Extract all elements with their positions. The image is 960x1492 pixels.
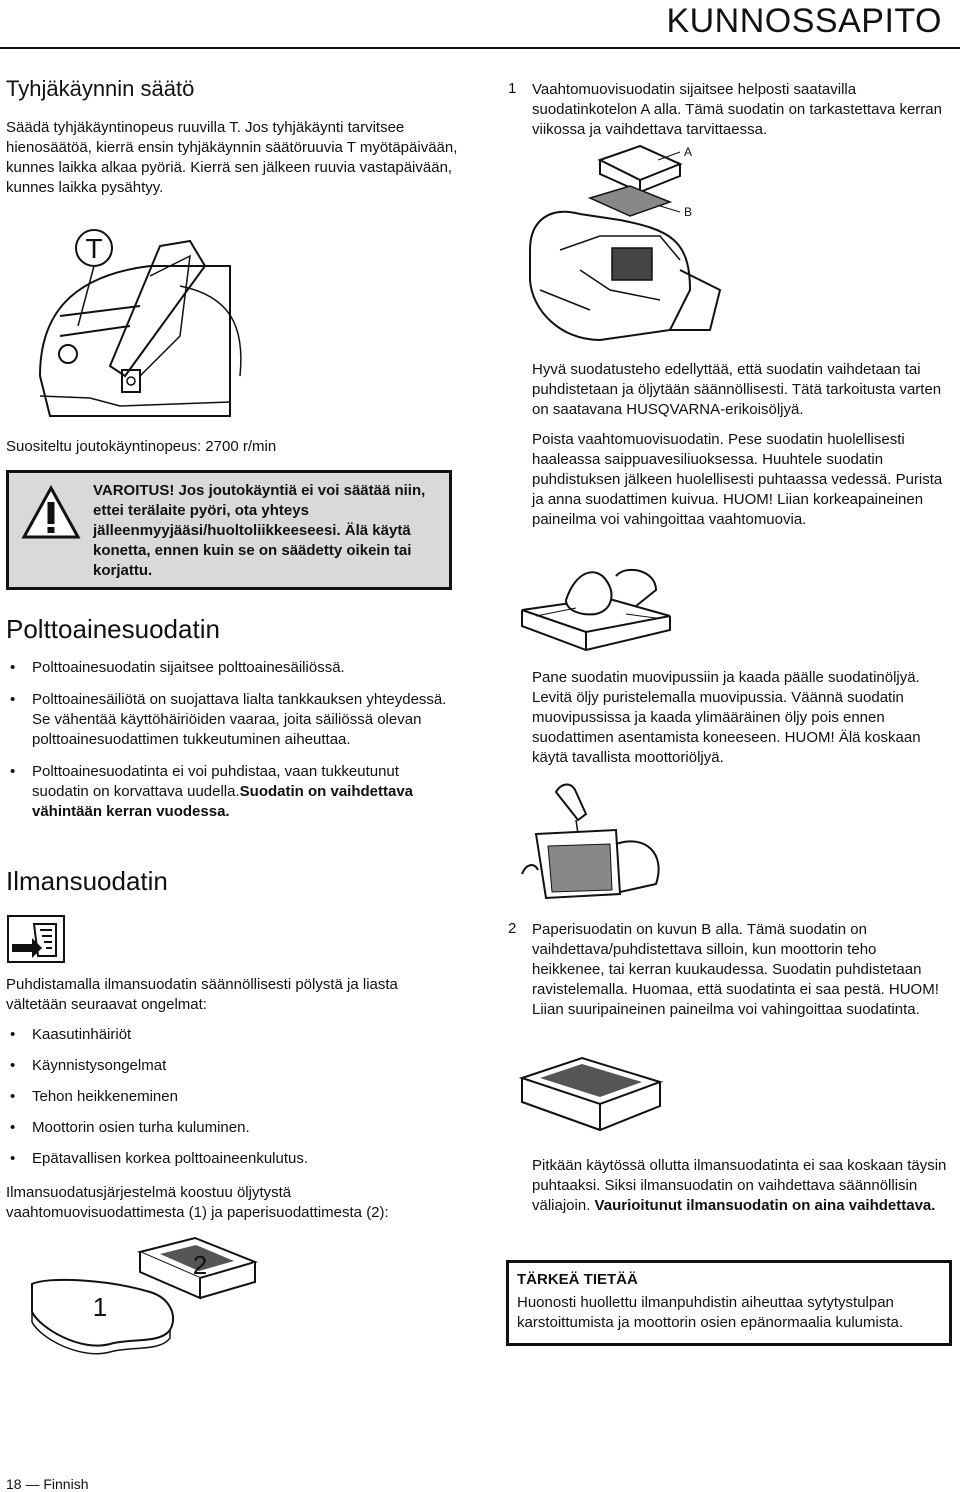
page-header-title: KUNNOSSAPITO	[666, 2, 942, 40]
footer-language: Finnish	[43, 1476, 89, 1492]
problem-item: • Moottorin osien turha kuluminen.	[6, 1118, 458, 1138]
air-filter-heading: Ilmansuodatin	[6, 866, 168, 896]
fuel-bullet-3	[6, 762, 458, 822]
item-2-number: 2	[508, 920, 517, 937]
item-2-text: Paperisuodatin on kuvun B alla. Tämä suodatin on vaihdettava/puhdistettava silloin, kun moottorin teho heikkenee, tai kerran kuukaudessa. Suodatin puhdistetaan ravistelemalla. Huomaa, että suodatinta ei saa pestä. HUOM! Liian suuripaineinen paineilma voi vahingoittaa suodatinta.	[532, 921, 939, 1018]
long-use-bold: Vaurioitunut ilmansuodatin on aina vaihdettava.	[594, 1197, 936, 1214]
fuel-bullet-2: • Polttoainesäiliötä on suojattava lialta tankkauksen yhteydessä. Se vähentää käyttöhäiriöiden vaaraa, joita säiliössä olevan polttoainesuodattimen tukkeutuminen aiheuttaa.	[6, 690, 458, 750]
filter-housing-illustration	[520, 140, 750, 350]
important-info-box	[506, 1260, 952, 1346]
page-number: 18	[6, 1476, 22, 1492]
air-filters-illustration	[20, 1232, 270, 1362]
oil-bag-paragraph: Pane suodatin muovipussiin ja kaada päälle suodatinöljyä. Levitä öljy puristelemalla muovipussia. Väännä suodatin muovipussissa ja kaada ylimääräinen öljy pois ennen suodattimen asentamista koneeseen. HUOM! Älä koskaan käytä tavallista moottoriöljyä.	[532, 669, 921, 766]
fuel-bullet-3-bold: Suodatin on vaihdettava vähintään kerran vuodessa.	[32, 783, 414, 820]
problem-item: • Kaasutinhäiriöt	[6, 1025, 458, 1045]
important-title: TÄRKEÄ TIETÄÄ	[517, 1271, 638, 1288]
idle-screw-illustration	[30, 226, 260, 422]
warning-text: VAROITUS! Jos joutokäyntiä ei voi säätää niin, ettei terälaite pyöri, ota yhteys jälleenmyyjääsi/huoltoliikkeeseesi. Älä käytä konetta, ennen kuin se on säädetty oikein tai korjattu.	[93, 482, 426, 579]
long-use-paragraph	[532, 1156, 952, 1216]
label-a: A	[684, 145, 693, 159]
filter-oiling-illustration	[516, 774, 676, 904]
air-filter-intro: Puhdistamalla ilmansuodatin säännöllisesti pölystä ja liasta vältetään seuraavat ongelmat:	[6, 976, 398, 1013]
problem-item: • Tehon heikkeneminen	[6, 1087, 458, 1107]
item-1-number: 1	[508, 80, 517, 97]
fuel-filter-list	[6, 658, 458, 822]
label-b: B	[684, 205, 693, 219]
filter-washing-illustration	[516, 560, 676, 660]
idle-paragraph: Säädä tyhjäkäyntinopeus ruuvilla T. Jos tyhjäkäynti tarvitsee hienosäätöä, kierrä ensin tyhjäkäynnin säätöruuvia T myötäpäivään, kunnes laikka alkaa pyöriä. Kierrä sen jälkeen ruuvia vastapäivään, kunnes laikka pysähtyy.	[6, 119, 458, 196]
recommended-idle-speed: Suositeltu joutokäyntinopeus: 2700 r/min	[6, 438, 277, 455]
warning-triangle-icon	[21, 485, 81, 541]
filter-efficiency-paragraph: Hyvä suodatusteho edellyttää, että suodatin vaihdetaan tai puhdistetaan ja öljytään säännöllisesti. Tätä tarkoitusta varten on saatavana HUSQVARNA-erikoisöljyä.	[532, 361, 942, 418]
foam-cleaning-paragraph: Poista vaahtomuovisuodatin. Pese suodatin huolellisesti haaleassa saippuavesiliuoksessa. Huuhtele suodatin puhdistuksen jälkeen huolellisesti puhtaassa vedessä. Purista ja anna suodattimen kuivua. HUOM! Liian korkeapaineinen paineilma voi vahingoittaa vaahtomuovia.	[532, 431, 943, 528]
item-1-text: Vaahtomuovisuodatin sijaitsee helposti saatavilla suodatinkotelon A alla. Tämä suodatin on tarkastettava kerran viikossa ja vaihdettava tarvittaessa.	[532, 81, 942, 138]
problem-item: • Käynnistysongelmat	[6, 1056, 458, 1076]
footer-dash: —	[25, 1476, 40, 1492]
long-use-text: Pitkään käytössä ollutta ilmansuodatinta ei saa koskaan täysin puhtaaksi. Siksi ilmansuodatin on vaihdettava säännöllisin väliajoin.	[532, 1157, 947, 1214]
read-manual-icon	[6, 914, 66, 964]
important-text: Huonosti huollettu ilmanpuhdistin aiheuttaa sytytystulpan karstoittumista ja moottorin osien epänormaalia kulumista.	[517, 1294, 904, 1331]
page-footer	[6, 1476, 89, 1492]
problem-item: • Epätavallisen korkea polttoaineenkulutus.	[6, 1149, 458, 1169]
air-filter-problems	[6, 1025, 458, 1169]
idle-heading: Tyhjäkäynnin säätö	[6, 76, 195, 101]
figure-label-t: T	[85, 233, 103, 264]
fuel-bullet-3-text: Polttoainesuodatinta ei voi puhdistaa, vaan tukkeutunut suodatin on korvattava uudella.	[32, 763, 399, 800]
filter-label-1: 1	[92, 1292, 108, 1322]
filter-label-2: 2	[192, 1250, 208, 1280]
paper-filter-illustration	[516, 1052, 666, 1136]
fuel-filter-heading: Polttoainesuodatin	[6, 614, 220, 644]
fuel-bullet-1: • Polttoainesuodatin sijaitsee polttoainesäiliössä.	[6, 658, 458, 678]
header-rule	[0, 47, 960, 49]
warning-box	[6, 470, 452, 590]
air-filter-system: Ilmansuodatusjärjestelmä koostuu öljytystä vaahtomuovisuodattimesta (1) ja paperisuodattimesta (2):	[6, 1184, 389, 1221]
